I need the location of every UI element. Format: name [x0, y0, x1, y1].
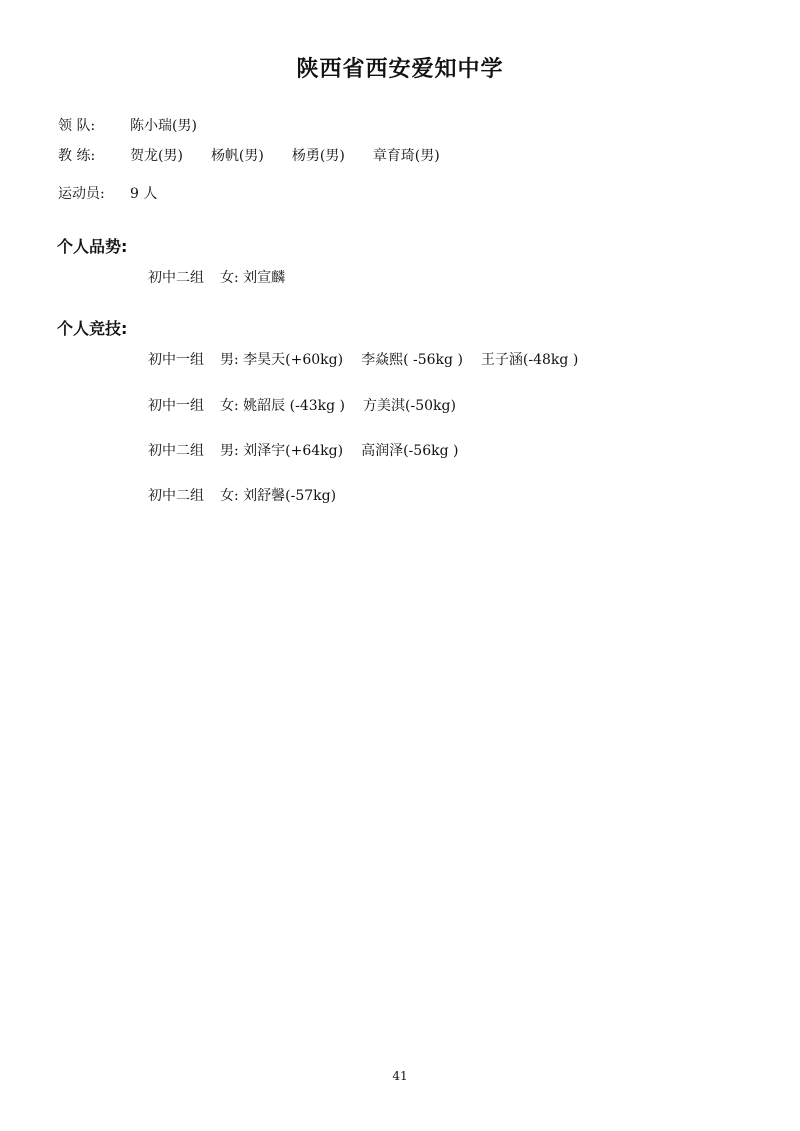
- entry-gender: 女:: [220, 270, 239, 286]
- leader-label: 领 队:: [58, 118, 96, 134]
- entry-gender: 女:: [220, 398, 239, 414]
- athletes-count: 9 人: [130, 186, 158, 202]
- entry-group: 初中一组: [148, 352, 204, 368]
- athlete-name: 刘宣麟: [243, 270, 286, 286]
- coach-name: 杨帆(男): [210, 148, 264, 164]
- athlete-name: 李焱熙( -56kg ): [361, 352, 463, 368]
- coach-name: 贺龙(男): [130, 148, 183, 164]
- leader-row: [58, 116, 197, 136]
- section-heading-poomsae: 个人品势:: [57, 237, 128, 256]
- page-number: 41: [392, 1069, 408, 1083]
- athlete-name: 李昊天(+60kg): [243, 352, 344, 368]
- entry-row: [148, 350, 596, 370]
- entry-group: 初中一组: [148, 398, 204, 414]
- coach-name: 章育琦(男): [372, 148, 440, 164]
- athlete-name: 刘舒馨(-57kg): [243, 488, 337, 504]
- athlete-name: 王子涵(-48kg ): [480, 352, 579, 368]
- entry-gender: 男:: [220, 443, 239, 459]
- entry-group: 初中二组: [148, 270, 204, 286]
- section-heading-kyorugi: 个人竞技:: [57, 319, 128, 338]
- entry-row: [148, 396, 474, 416]
- coach-name: 杨勇(男): [291, 148, 345, 164]
- entry-gender: 女:: [220, 488, 239, 504]
- athlete-name: 方美淇(-50kg): [363, 398, 456, 414]
- page-title: 陕西省西安爱知中学: [296, 57, 504, 82]
- leader-name: 陈小瑞(男): [130, 118, 197, 134]
- entry-row: [148, 441, 476, 461]
- athletes-label: 运动员:: [58, 186, 105, 202]
- entry-row: [148, 268, 303, 288]
- coaches-row: [58, 146, 468, 166]
- entry-group: 初中二组: [148, 443, 204, 459]
- athlete-name: 姚韶辰 (-43kg ): [243, 398, 345, 414]
- athlete-name: 刘泽宇(+64kg): [243, 443, 344, 459]
- entry-gender: 男:: [220, 352, 239, 368]
- athlete-name: 高润泽(-56kg ): [361, 443, 459, 459]
- coaches-label: 教 练:: [58, 148, 96, 164]
- entry-group: 初中二组: [148, 488, 204, 504]
- athletes-row: [58, 184, 157, 204]
- entry-row: [148, 486, 354, 506]
